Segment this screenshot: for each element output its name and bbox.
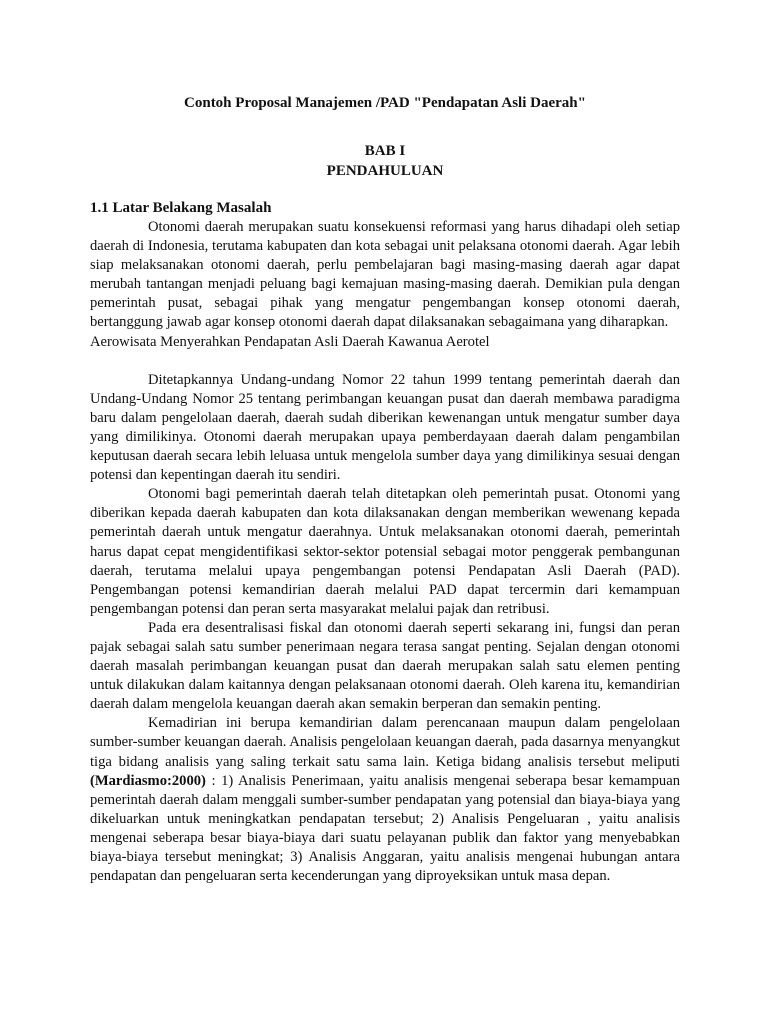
paragraph-5 (90, 714, 680, 886)
paragraph-spacer (90, 352, 680, 371)
paragraph-1: Otonomi daerah merupakan suatu konsekuensi reformasi yang harus dihadapi oleh setiap daerah di Indonesia, terutama kabupaten dan kota sebagai unit pelaksana otonomi daerah. Agar lebih siap melaksanakan otonomi daerah, perlu pembelajaran bagi masing-masing daerah agar dapat merubah tantangan menjadi peluang bagi kemajuan masing-masing daerah. Demikian pula dengan pemerintah pusat, sebagai pihak yang mengatur pengembangan konsep otonomi daerah, bertanggung jawab agar konsep otonomi daerah dapat dilaksanakan sebagaimana yang diharapkan. (90, 219, 680, 331)
paragraph-5-text-before: Kemadirian ini berupa kemandirian dalam perencanaan maupun dalam pengelolaan sumber-sumber keuangan daerah. Analisis pengelolaan keuangan daerah, pada dasarnya menyangkut tiga bidang analisis yang saling terkait satu sama lain. Ketiga bidang analisis tersebut meliputi (90, 715, 680, 770)
chapter-number: BAB I (364, 143, 406, 159)
interjection-line: Aerowisata Menyerahkan Pendapatan Asli Daerah Kawanua Aerotel (90, 333, 490, 350)
paragraph-2: Ditetapkannya Undang-undang Nomor 22 tahun 1999 tentang pemerintah daerah dan Undang-Undang Nomor 25 tentang perimbangan keuangan pusat dan daerah membawa paradigma baru dalam pengelolaan daerah, daerah sudah diberikan kewenangan untuk mengatur sumber daya yang dimilikinya. Otonomi daerah merupakan upaya pemberdayaan daerah dalam pengambilan keputusan daerah secara lebih leluasa untuk mengelola sumber daya yang dimilikinya sesuai dengan potensi dan kepentingan daerah itu sendiri. (90, 371, 680, 484)
paragraph-5-text-after: : 1) Analisis Penerimaan, yaitu analisis mengenai seberapa besar kemampuan pemerintah daerah dalam menggali sumber-sumber pendapatan yang potensial dan biaya-biaya yang dikeluarkan untuk meningkatkan pendapatan tersebut; 2) Analisis Pengeluaran , yaitu analisis mengenai seberapa besar biaya-biaya dari suatu pelayanan publik dan faktor yang menyebabkan biaya-biaya tersebut meningkat; 3) Analisis Anggaran, yaitu analisis mengenai hubungan antara pendapatan dan pengeluaran serta kecenderungan yang diproyeksikan untuk masa depan. (90, 772, 680, 885)
citation-mardiasmo: (Mardiasmo:2000) (90, 772, 206, 789)
section-heading: 1.1 Latar Belakang Masalah (90, 200, 272, 216)
chapter-title: PENDAHULUAN (326, 163, 444, 179)
paragraph-4: Pada era desentralisasi fiskal dan otonomi daerah seperti sekarang ini, fungsi dan peran pajak sebagai salah satu sumber penerimaan negara terasa sangat penting. Sejalan dengan otonomi daerah masalah perimbangan keuangan pusat dan daerah merupakan salah satu elemen penting untuk dilakukan dalam kaitannya dengan pelaksanaan otonomi daerah. Oleh karena itu, kemandirian daerah dalam mengelola keuangan daerah akan semakin berperan dan semakin penting. (90, 619, 680, 713)
document-title: Contoh Proposal Manajemen /PAD "Pendapatan Asli Daerah" (184, 95, 586, 111)
chapter-heading (90, 141, 680, 181)
paragraph-3: Otonomi bagi pemerintah daerah telah ditetapkan oleh pemerintah pusat. Otonomi yang diberikan kepada daerah kabupaten dan kota dilaksanakan dengan memberikan wewenang kepada pemerintah daerah untuk mengatur daerahnya. Untuk melaksanakan otonomi daerah, pemerintah harus dapat cepat mengidentifikasi sektor-sektor potensial sebagai motor penggerak pembangunan daerah, terutama melalui upaya pengembangan potensi Pendapatan Asli Daerah (PAD). Pengembangan potensi kemandirian daerah melalui PAD dapat tercermin dari kemampuan pengembangan potensi dan peran serta masyarakat melalui pajak dan retribusi. (90, 486, 680, 617)
